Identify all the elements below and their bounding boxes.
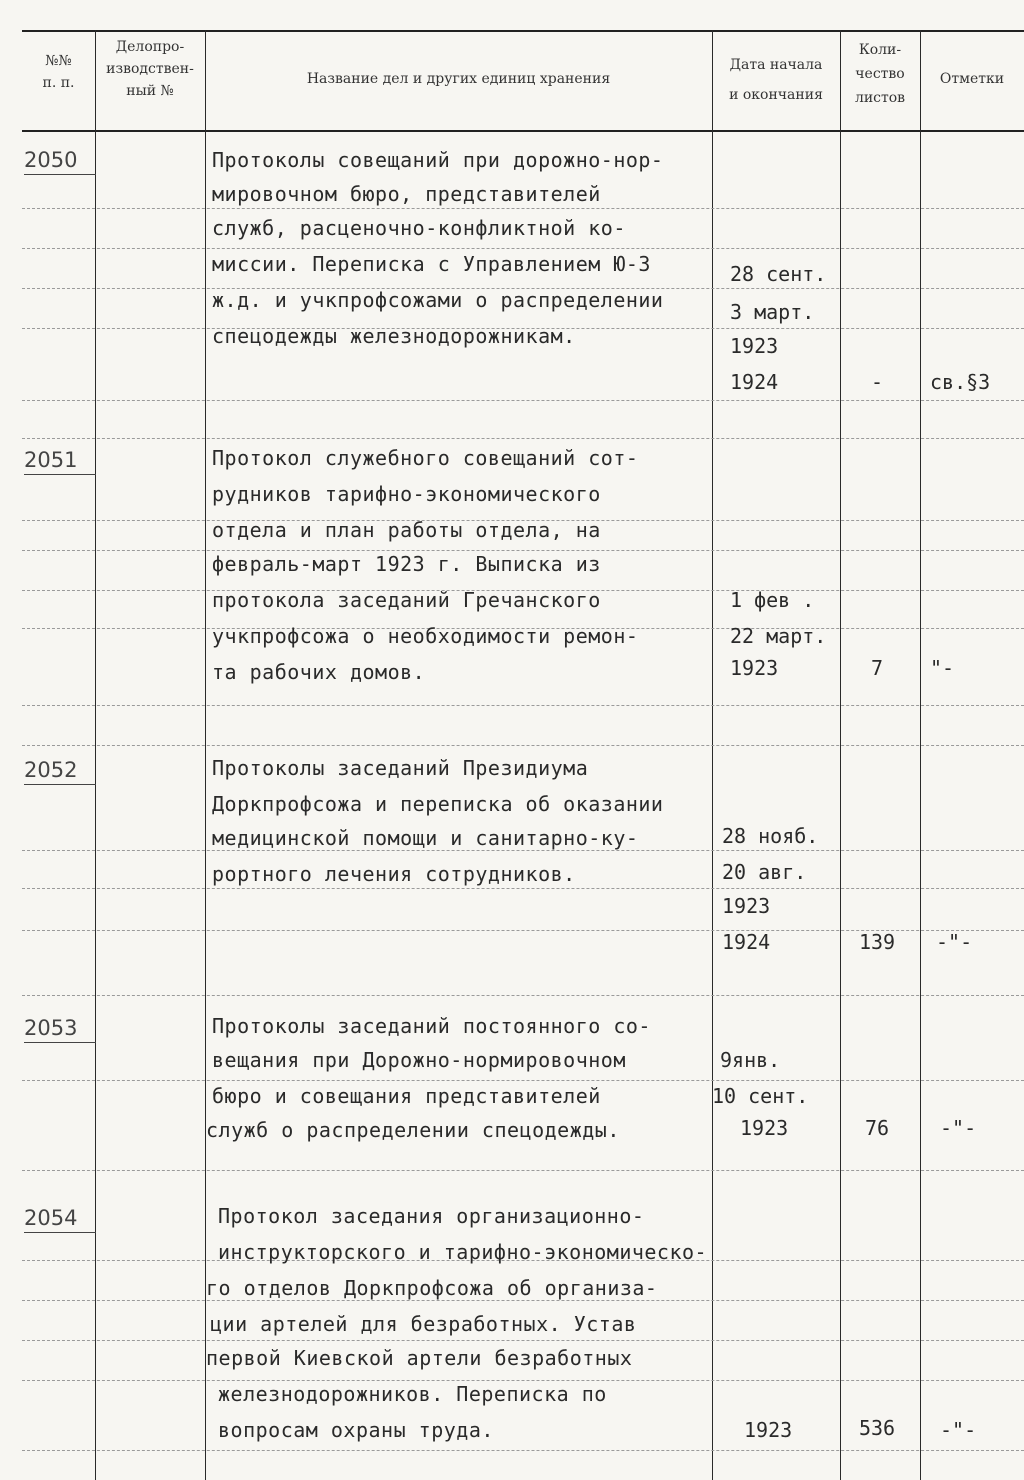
entry-title-line: железнодорожников. Переписка по — [218, 1382, 607, 1406]
entry-title-line: Протоколы заседаний Президиума — [212, 756, 589, 780]
entry-date: 9янв. — [720, 1048, 781, 1072]
header-bottom-rule — [22, 130, 1024, 132]
entry-date: 1 фев . — [730, 588, 815, 612]
entry-sheet-count: - — [870, 370, 884, 394]
entry-title-line: Протоколы заседаний постоянного со- — [212, 1014, 651, 1038]
entry-title-line: служб, расценочно-конфликтной ко- — [212, 216, 626, 240]
entry-sheet-count: 76 — [864, 1116, 890, 1140]
entry-title-line: рудников тарифно-экономического — [212, 482, 601, 506]
entry-title-line: мировочном бюро, представителей — [212, 182, 601, 206]
header-notes: Отметки — [939, 71, 1005, 87]
entry-number: 2053 — [24, 1016, 96, 1043]
entry-title-line: го отделов Доркпрофсожа об организа- — [206, 1276, 658, 1300]
entry-date: 28 нояб. — [722, 824, 819, 848]
entry-title-line: ж.д. и учкпрофсожами о распределении — [212, 288, 664, 312]
entry-number: 2052 — [24, 758, 96, 785]
entry-title-line: бюро и совещания представителей — [212, 1084, 601, 1108]
entry-date: 1923 — [722, 894, 771, 918]
header-sheet-count: Коли- чество листов — [854, 42, 906, 106]
entry-sheet-count: 7 — [870, 656, 884, 680]
entry-date: 28 сент. — [730, 262, 827, 286]
entry-date: 1924 — [730, 370, 779, 394]
entry-title-line: служб о распределении спецодежды. — [206, 1118, 620, 1142]
entry-note: -"- — [940, 1418, 977, 1442]
entry-title-line: миссии. Переписка с Управлением Ю-З — [212, 252, 651, 276]
entry-note: -"- — [936, 930, 973, 954]
entry-sheet-count: 536 — [858, 1416, 896, 1440]
entry-note: -"- — [940, 1116, 977, 1140]
entry-title-line: отдела и план работы отдела, на — [212, 518, 601, 542]
entry-title-line: инструкторского и тарифно-экономическо- — [218, 1240, 708, 1264]
entry-number: 2051 — [24, 448, 96, 475]
entry-date: 1923 — [744, 1418, 793, 1442]
header-top-rule — [22, 30, 1024, 32]
entry-date: 1923 — [730, 334, 779, 358]
entry-date: 1923 — [740, 1116, 789, 1140]
entry-title-line: ции артелей для безработных. Устав — [210, 1312, 637, 1336]
entry-date: 22 март. — [730, 624, 827, 648]
entry-sheet-count: 139 — [858, 930, 896, 954]
entry-title-line: февраль-март 1923 г. Выписка из — [212, 552, 601, 576]
entry-title-line: первой Киевской артели безработных — [206, 1346, 633, 1370]
entry-title-line: спецодежды железнодорожникам. — [212, 324, 576, 348]
entry-date: 3 март. — [730, 300, 815, 324]
entry-date: 20 авг. — [722, 860, 807, 884]
entry-note: св.§3 — [930, 370, 991, 394]
entry-title-line: протокола заседаний Гречанского — [212, 588, 601, 612]
entry-title-line: Доркпрофсожа и переписка об оказании — [212, 792, 664, 816]
entry-date: 1923 — [730, 656, 779, 680]
entry-title-line: учкпрофсожа о необходимости ремон- — [212, 624, 639, 648]
entry-title-line: медицинской помощи и санитарно-ку- — [212, 826, 639, 850]
header-num: №№ п. п. — [42, 53, 75, 91]
header-office-number: Делопро- изводствен- ный № — [106, 39, 194, 99]
header-title: Название дел и других единиц хранения — [306, 71, 611, 87]
entry-number: 2050 — [24, 148, 96, 175]
entry-title-line: вопросам охраны труда. — [218, 1418, 494, 1442]
entry-title-line: вещания при Дорожно-нормировочном — [212, 1048, 626, 1072]
entry-title-line: Протокол заседания организационно- — [218, 1204, 645, 1228]
entry-title-line: Протокол служебного совещаний сот- — [212, 446, 639, 470]
header-dates: Дата начала и окончания — [729, 57, 823, 103]
entry-note: "- — [930, 656, 955, 680]
entry-number: 2054 — [24, 1206, 96, 1233]
entry-title-line: та рабочих домов. — [212, 660, 426, 684]
entry-date: 10 сент. — [712, 1084, 809, 1108]
entry-date: 1924 — [722, 930, 771, 954]
entry-title-line: рортного лечения сотрудников. — [212, 862, 576, 886]
entry-title-line: Протоколы совещаний при дорожно-нор- — [212, 148, 664, 172]
